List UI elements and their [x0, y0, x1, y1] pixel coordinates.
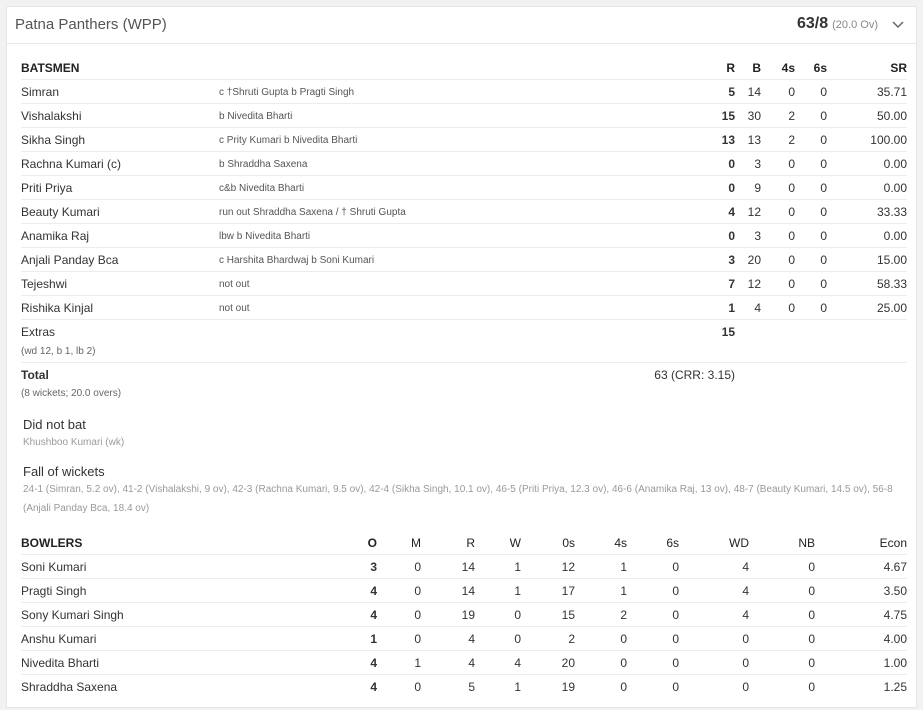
bowling-col-sixes: 6s — [666, 536, 679, 550]
bowler-econ: 1.25 — [883, 680, 907, 694]
bowler-o: 4 — [370, 584, 377, 598]
bowling-col-o: O — [367, 536, 377, 550]
bowling-col-m: M — [411, 536, 421, 550]
did-not-bat-names: Khushboo Kumari (wk) — [23, 437, 125, 448]
batsman-r: 13 — [721, 133, 735, 147]
batsman-sr: 0.00 — [883, 181, 907, 195]
batsman-sr: 25.00 — [876, 301, 907, 315]
bowler-r: 5 — [468, 680, 475, 694]
bowler-fours: 0 — [620, 656, 627, 670]
batsman-fours: 0 — [788, 205, 795, 219]
batsman-b: 12 — [747, 205, 761, 219]
batsman-sixes: 0 — [820, 133, 827, 147]
batsman-b: 3 — [754, 229, 761, 243]
bowler-econ: 1.00 — [883, 656, 907, 670]
batsman-name[interactable]: Priti Priya — [21, 181, 73, 195]
bowlers-heading: BOWLERS — [21, 536, 83, 550]
bowling-header-row — [21, 530, 907, 555]
scorecard-card — [6, 6, 917, 708]
overs-value: (20.0 Ov) — [832, 19, 878, 31]
batsman-b: 30 — [747, 109, 761, 123]
batsman-sr: 35.71 — [876, 85, 907, 99]
total-value: 63 (CRR: 3.15) — [654, 368, 735, 382]
bowler-fours: 2 — [620, 608, 627, 622]
dismissal-text: not out — [219, 303, 250, 314]
bowler-dots: 19 — [561, 680, 575, 694]
batsman-b: 4 — [754, 301, 761, 315]
total-row — [21, 362, 907, 408]
batsman-fours: 0 — [788, 181, 795, 195]
bowling-col-fours: 4s — [614, 536, 627, 550]
batsman-row — [21, 175, 907, 200]
batsman-r: 15 — [721, 109, 735, 123]
batsman-fours: 2 — [788, 133, 795, 147]
bowler-row — [21, 626, 907, 651]
batsmen-heading: BATSMEN — [21, 61, 80, 75]
dismissal-text: b Nivedita Bharti — [219, 111, 293, 122]
bowler-m: 0 — [414, 632, 421, 646]
bowler-wd: 0 — [742, 680, 749, 694]
bowler-sixes: 0 — [672, 656, 679, 670]
bowler-econ: 4.67 — [883, 560, 907, 574]
batsman-fours: 0 — [788, 85, 795, 99]
batting-col-b: B — [752, 61, 761, 75]
bowler-sixes: 0 — [672, 632, 679, 646]
bowling-col-wd: WD — [729, 536, 749, 550]
bowler-nb: 0 — [808, 608, 815, 622]
bowler-row — [21, 674, 907, 698]
batsman-r: 1 — [728, 301, 735, 315]
bowler-row — [21, 650, 907, 675]
dismissal-text: b Shraddha Saxena — [219, 159, 308, 170]
batsman-r: 3 — [728, 253, 735, 267]
bowling-col-econ: Econ — [879, 536, 907, 550]
bowler-fours: 0 — [620, 632, 627, 646]
fall-of-wickets-line1: 24-1 (Simran, 5.2 ov), 41-2 (Vishalakshi, 9 ov), 42-3 (Rachna Kumari, 9.5 ov), 42-4 (Sikha Singh, 10.1 ov), 46-5 (Priti Priya, 12.3 ov), 46-6 (Anamika Raj, 13 ov), 48-7 (Beauty Kumari, 14.5 ov), 56-8 — [23, 484, 893, 495]
batsman-b: 14 — [747, 85, 761, 99]
bowler-row — [21, 578, 907, 603]
bowler-w: 4 — [514, 656, 521, 670]
bowler-name[interactable]: Nivedita Bharti — [21, 656, 100, 670]
bowler-name[interactable]: Anshu Kumari — [21, 632, 97, 646]
bowler-fours: 1 — [620, 584, 627, 598]
batsman-name[interactable]: Anjali Panday Bca — [21, 253, 119, 267]
bowler-name[interactable]: Pragti Singh — [21, 584, 87, 598]
bowler-o: 4 — [370, 656, 377, 670]
bowler-name[interactable]: Sony Kumari Singh — [21, 608, 124, 622]
team-score — [797, 15, 878, 33]
batsman-row — [21, 271, 907, 296]
batsman-row — [21, 223, 907, 248]
bowler-nb: 0 — [808, 584, 815, 598]
extras-label: Extras — [21, 325, 56, 339]
batsman-row — [21, 127, 907, 152]
bowler-o: 1 — [370, 632, 377, 646]
batsman-fours: 0 — [788, 157, 795, 171]
bowler-r: 4 — [468, 656, 475, 670]
batsman-b: 20 — [747, 253, 761, 267]
bowling-col-dots: 0s — [562, 536, 575, 550]
batting-col-sr: SR — [890, 61, 907, 75]
bowler-econ: 3.50 — [883, 584, 907, 598]
bowler-wd: 4 — [742, 584, 749, 598]
batsman-fours: 0 — [788, 229, 795, 243]
bowler-r: 14 — [461, 584, 475, 598]
bowler-name[interactable]: Shraddha Saxena — [21, 680, 118, 694]
batsman-name[interactable]: Rachna Kumari (c) — [21, 157, 122, 171]
batsman-sixes: 0 — [820, 301, 827, 315]
dismissal-text: c Prity Kumari b Nivedita Bharti — [219, 135, 358, 146]
batsman-r: 0 — [728, 157, 735, 171]
bowler-m: 0 — [414, 608, 421, 622]
fall-of-wickets-line2: (Anjali Panday Bca, 18.4 ov) — [23, 503, 150, 514]
batsman-sr: 33.33 — [876, 205, 907, 219]
batsman-name[interactable]: Beauty Kumari — [21, 205, 100, 219]
batsman-row — [21, 247, 907, 272]
team-name: Patna Panthers (WPP) — [15, 16, 167, 33]
batsman-name[interactable]: Rishika Kinjal — [21, 301, 94, 315]
bowler-m: 1 — [414, 656, 421, 670]
did-not-bat-title: Did not bat — [23, 417, 86, 432]
bowler-dots: 2 — [568, 632, 575, 646]
batsman-name[interactable]: Simran — [21, 85, 60, 99]
batting-col-r: R — [726, 61, 735, 75]
bowling-col-w: W — [509, 536, 521, 550]
bowler-wd: 4 — [742, 608, 749, 622]
batsman-sixes: 0 — [820, 229, 827, 243]
fall-of-wickets-title: Fall of wickets — [23, 464, 105, 479]
batsman-name[interactable]: Tejeshwi — [21, 277, 68, 291]
bowler-wd: 0 — [742, 656, 749, 670]
batting-col-fours: 4s — [781, 61, 795, 75]
batsman-row — [21, 79, 907, 104]
bowler-nb: 0 — [808, 656, 815, 670]
innings-header[interactable] — [7, 7, 916, 44]
dismissal-text: c&b Nivedita Bharti — [219, 183, 305, 194]
bowler-sixes: 0 — [672, 680, 679, 694]
batting-header-row — [21, 55, 907, 80]
batsman-sr: 15.00 — [876, 253, 907, 267]
batsman-b: 13 — [747, 133, 761, 147]
batsman-r: 7 — [728, 277, 735, 291]
bowler-wd: 0 — [742, 632, 749, 646]
bowler-row — [21, 602, 907, 627]
bowler-sixes: 0 — [672, 608, 679, 622]
bowler-nb: 0 — [808, 680, 815, 694]
bowler-fours: 0 — [620, 680, 627, 694]
total-label: Total — [21, 368, 49, 382]
batsman-b: 12 — [747, 277, 761, 291]
batsman-sr: 100.00 — [870, 133, 907, 147]
bowler-dots: 20 — [561, 656, 575, 670]
batsman-sr: 50.00 — [876, 109, 907, 123]
bowler-w: 1 — [514, 584, 521, 598]
batsman-name[interactable]: Vishalakshi — [21, 109, 82, 123]
batsman-sixes: 0 — [820, 157, 827, 171]
bowler-w: 0 — [514, 608, 521, 622]
dismissal-text: lbw b Nivedita Bharti — [219, 231, 311, 242]
batsman-r: 5 — [728, 85, 735, 99]
bowler-nb: 0 — [808, 632, 815, 646]
score-value: 63/8 — [797, 15, 829, 32]
batsman-sixes: 0 — [820, 277, 827, 291]
bowler-econ: 4.75 — [883, 608, 907, 622]
bowler-dots: 12 — [561, 560, 575, 574]
batsman-sixes: 0 — [820, 181, 827, 195]
batsman-sr: 58.33 — [876, 277, 907, 291]
bowler-w: 0 — [514, 632, 521, 646]
bowler-m: 0 — [414, 680, 421, 694]
extras-row — [21, 319, 907, 363]
batsman-r: 4 — [728, 205, 735, 219]
bowler-sixes: 0 — [672, 584, 679, 598]
bowling-col-r: R — [466, 536, 475, 550]
dismissal-text: not out — [219, 279, 250, 290]
batsman-row — [21, 199, 907, 224]
batting-col-sixes: 6s — [813, 61, 827, 75]
bowler-r: 19 — [461, 608, 475, 622]
batsman-sr: 0.00 — [883, 157, 907, 171]
bowler-econ: 4.00 — [883, 632, 907, 646]
bowler-w: 1 — [514, 560, 521, 574]
chevron-down-icon[interactable] — [890, 16, 906, 32]
bowler-nb: 0 — [808, 560, 815, 574]
bowler-o: 3 — [370, 560, 377, 574]
batsman-sixes: 0 — [820, 205, 827, 219]
extras-detail: (wd 12, b 1, lb 2) — [21, 346, 96, 357]
bowler-o: 4 — [370, 608, 377, 622]
batsman-sixes: 0 — [820, 85, 827, 99]
bowler-fours: 1 — [620, 560, 627, 574]
bowler-r: 4 — [468, 632, 475, 646]
dismissal-text: c †Shruti Gupta b Pragti Singh — [219, 87, 355, 98]
batsman-sixes: 0 — [820, 109, 827, 123]
batsman-fours: 0 — [788, 253, 795, 267]
bowling-col-nb: NB — [798, 536, 815, 550]
total-detail: (8 wickets; 20.0 overs) — [21, 388, 122, 399]
bowler-wd: 4 — [742, 560, 749, 574]
bowler-m: 0 — [414, 560, 421, 574]
batsman-r: 0 — [728, 229, 735, 243]
bowler-w: 1 — [514, 680, 521, 694]
dismissal-text: c Harshita Bhardwaj b Soni Kumari — [219, 255, 375, 266]
batsman-name[interactable]: Sikha Singh — [21, 133, 86, 147]
batsman-fours: 2 — [788, 109, 795, 123]
bowler-sixes: 0 — [672, 560, 679, 574]
batsman-b: 9 — [754, 181, 761, 195]
batsman-b: 3 — [754, 157, 761, 171]
batsman-row — [21, 151, 907, 176]
bowler-name[interactable]: Soni Kumari — [21, 560, 87, 574]
batsman-r: 0 — [728, 181, 735, 195]
batsman-fours: 0 — [788, 301, 795, 315]
batsman-row — [21, 103, 907, 128]
batsman-sixes: 0 — [820, 253, 827, 267]
batsman-fours: 0 — [788, 277, 795, 291]
batsman-row — [21, 295, 907, 320]
extras-value: 15 — [721, 325, 735, 339]
dismissal-text: run out Shraddha Saxena / † Shruti Gupta — [219, 207, 406, 218]
batsman-sr: 0.00 — [883, 229, 907, 243]
batsman-name[interactable]: Anamika Raj — [21, 229, 90, 243]
bowler-dots: 15 — [561, 608, 575, 622]
bowler-m: 0 — [414, 584, 421, 598]
bowler-r: 14 — [461, 560, 475, 574]
bowler-o: 4 — [370, 680, 377, 694]
bowler-dots: 17 — [561, 584, 575, 598]
bowler-row — [21, 554, 907, 579]
